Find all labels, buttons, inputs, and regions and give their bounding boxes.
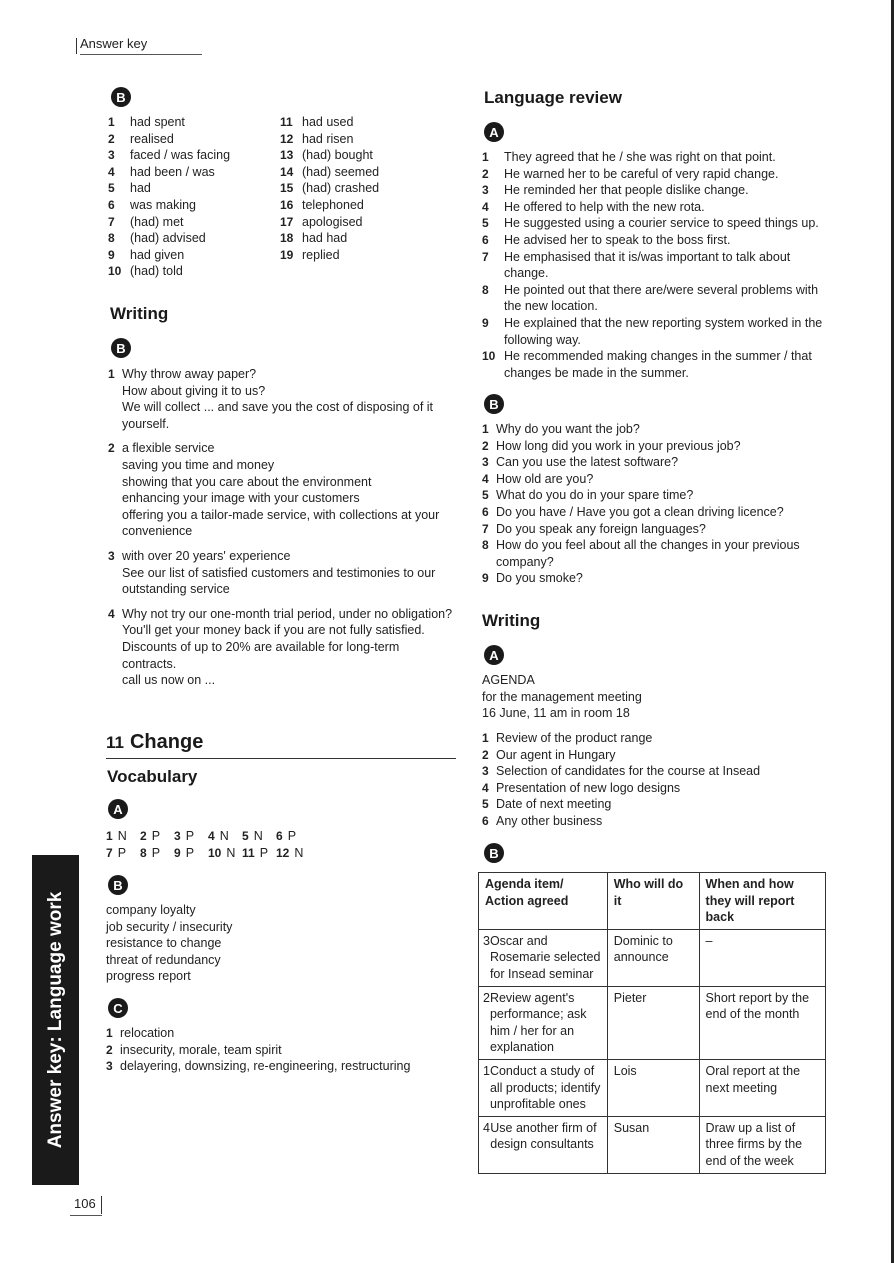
table-cell-item [479,987,607,1059]
item-text: How do you feel about all the changes in your previous company? [496,538,800,569]
writing-answer-block [108,606,453,689]
list-item [482,232,832,249]
item-text: Do you have / Have you got a clean driving licence? [496,504,784,519]
table-header-cell: Who will do it [607,873,699,930]
item-number: 12 [280,131,294,146]
list-item [482,537,832,570]
item-text: Do you smoke? [496,571,583,586]
item-text: had been / was [130,164,215,179]
writing-section-title: Writing [110,304,169,323]
item-number: 16 [280,197,294,212]
writing-answer-line: Why not try our one-month trial period, under no obligation? [122,606,453,621]
table-cell-when: Short report by the end of the month [699,986,825,1059]
list-item [280,114,450,131]
agenda-heading-line: 16 June, 11 am in room 18 [482,706,630,721]
writing-answer-block [108,440,453,540]
item-number: 2 [108,441,115,456]
item-number: 4 [482,471,489,486]
item-number: 1 [106,1026,113,1040]
writing-right-title: Writing [482,611,541,630]
table-cell-item [479,1117,607,1156]
vocab-a-badge: A [108,799,128,819]
vocab-c-list [106,1025,446,1075]
vocab-b-list [106,902,406,985]
row-item-text: Review agent's performance; ask him / her for an explanation [489,990,587,1055]
item-text: had given [130,247,185,262]
list-item [280,197,450,214]
item-number: 8 [482,282,489,297]
section-side-tab [32,855,79,1185]
item-number: 8 [482,538,489,553]
list-item [108,230,273,247]
header-section-label: Answer key [80,36,148,51]
vocab-answer [208,845,242,862]
exercise-b-list-col2 [280,114,450,263]
unit-title: Change [129,731,204,753]
item-text: was making [130,197,196,212]
writing-answers [108,366,453,697]
item-number: 15 [280,181,294,196]
table-header-cell: When and how they will report back [699,873,825,930]
vocab-a-row2 [106,845,310,862]
item-text: apologised [302,214,363,229]
vocab-b-item: threat of redundancy [106,952,221,967]
vocab-b-item: job security / insecurity [106,919,233,934]
table-row [479,929,826,986]
item-number: 4 [482,199,489,214]
action-table [478,872,826,1174]
table-header-row [479,873,826,930]
item-number: 7 [108,214,115,229]
answer-letter: N [226,846,236,860]
answer-letter: P [151,829,161,843]
agenda-items [482,730,822,830]
list-item [482,780,822,797]
item-text: had [130,181,151,196]
vocab-c-badge: C [108,998,128,1018]
vocab-answer [106,828,140,845]
page-number-bar [101,1196,102,1214]
answer-letter: N [117,829,127,843]
item-number: 2 [106,1042,113,1057]
writing-answer-lines [122,606,453,689]
item-number: 3 [482,455,489,470]
item-number: 4 [108,606,115,621]
table-cell-who: Pieter [607,986,699,1059]
row-item-text: Conduct a study of all products; identify unprofitable ones [489,1063,601,1112]
item-number: 17 [280,214,294,229]
vocab-b-item: resistance to change [106,936,222,951]
item-number: 6 [482,504,489,519]
item-number: 7 [482,521,489,536]
page-number-text: 106 [74,1196,96,1211]
item-number: 11 [242,846,255,860]
item-number: 3 [482,764,489,779]
item-text: He offered to help with the new rota. [504,199,705,214]
list-item [482,438,832,455]
writing-answer-line: offering you a tailor-made service, with collections at your convenience [122,507,440,539]
list-item [106,1058,446,1075]
exercise-b-list-col1 [108,114,273,280]
table-cell-who: Dominic to announce [607,929,699,986]
table-row [479,1116,826,1173]
item-number: 6 [108,197,115,212]
answer-letter: N [219,829,229,843]
table-row [479,986,826,1059]
item-text: delayering, downsizing, re-engineering, restructuring [120,1059,411,1074]
item-number: 3 [108,548,115,563]
item-number: 3 [174,829,181,843]
writing-answer-line: showing that you care about the environment [122,474,372,489]
item-number: 1 [482,422,489,436]
page-number-rule [70,1215,102,1216]
item-number: 9 [482,315,489,330]
row-number: 3 [483,933,490,948]
lr-a-badge: A [484,122,504,142]
item-number: 9 [108,247,115,262]
list-item [482,215,832,232]
answer-letter: P [185,846,195,860]
writing-answer-line: enhancing your image with your customers [122,491,360,506]
writing-answer-line: See our list of satisfied customers and testimonies to our outstanding service [122,565,436,597]
running-header [80,36,147,51]
item-number: 4 [482,780,489,795]
writing-answer-line: How about giving it to us? [122,383,266,398]
item-number: 10 [208,846,222,860]
table-cell-item-wrap [479,1116,608,1173]
item-text: Selection of candidates for the course at Insead [496,764,761,779]
writing-answer-line: Why throw away paper? [122,367,257,381]
row-number: 1 [483,1063,490,1078]
vocab-b-item: progress report [106,969,191,984]
writing-answer-block [108,366,453,432]
item-text: realised [130,131,174,146]
item-text: insecurity, morale, team spirit [120,1042,282,1057]
item-number: 2 [140,829,147,843]
table-cell-item-wrap [479,929,608,986]
exercise-b-badge: B [111,87,131,107]
answer-letter: P [287,829,297,843]
writing-answer-line: Discounts of up to 20% are available for long-term contracts. [122,639,400,671]
item-text: (had) advised [130,231,206,246]
list-item [482,149,832,166]
item-number: 2 [482,747,489,762]
item-text: He warned her to be careful of very rapid change. [504,166,779,181]
item-text: Any other business [496,813,603,828]
item-text: How old are you? [496,471,594,486]
list-item [108,247,273,264]
writing-answer-lines [122,366,453,432]
writing-answer-line: We will collect ... and save you the cost of disposing of it yourself. [122,400,434,431]
vocab-answer [208,828,242,845]
answer-letter: P [185,829,195,843]
list-item [482,570,832,587]
item-text: (had) bought [302,148,373,163]
list-item [482,471,832,488]
vocab-answer [140,845,174,862]
list-item [280,164,450,181]
header-rule [80,54,202,55]
item-number: 10 [108,264,122,279]
item-number: 14 [280,164,294,179]
table-cell-item [479,1060,607,1116]
table-cell-when: Oral report at the next meeting [699,1059,825,1116]
item-text: He explained that the new reporting system worked in the following way. [504,315,823,347]
list-item [280,147,450,164]
list-item [482,454,832,471]
list-item [482,813,822,830]
list-item [482,282,832,315]
list-item [108,164,273,181]
item-number: 13 [280,148,294,163]
vocab-b-item: company loyalty [106,903,196,917]
list-item [108,131,273,148]
item-number: 9 [174,846,181,860]
table-cell-when: Draw up a list of three firms by the end of the week [699,1116,825,1173]
side-tab-label: Answer key: Language work [44,891,66,1149]
item-number: 8 [140,846,147,860]
answer-letter: N [294,846,304,860]
item-number: 2 [108,131,115,146]
answer-letter: P [117,846,127,860]
item-text: (had) met [130,214,184,229]
unit-rule [106,758,456,759]
list-item [108,214,273,231]
item-number: 19 [280,247,294,262]
list-item [280,131,450,148]
item-number: 2 [482,438,489,453]
list-item [482,504,832,521]
item-number: 1 [482,731,489,745]
item-text: had risen [302,131,354,146]
list-item [482,315,832,348]
writing-answer-block [108,548,453,598]
list-item [280,230,450,247]
table-cell-who: Susan [607,1116,699,1173]
item-text: Review of the product range [496,731,653,745]
item-number: 4 [108,164,115,179]
item-number: 8 [108,231,115,246]
item-number: 2 [482,166,489,181]
list-item [482,730,822,747]
item-text: (had) told [130,264,183,279]
writing-answer-lines [122,440,453,540]
list-item [482,421,832,438]
item-text: had used [302,115,354,129]
item-text: He suggested using a courier service to speed things up. [504,216,819,231]
row-item-text: Oscar and Rosemarie selected for Insead seminar [489,933,601,981]
page-number [74,1196,96,1211]
vocab-b-badge: B [108,875,128,895]
list-item [108,263,273,280]
vocab-answer [276,828,310,845]
list-item [108,197,273,214]
item-text: faced / was facing [130,148,231,163]
agenda-heading-line: for the management meeting [482,689,642,704]
list-item [482,796,822,813]
list-item [108,180,273,197]
table-cell-who: Lois [607,1059,699,1116]
writing-answer-line: a flexible service [122,441,215,456]
header-bar [76,38,77,54]
agenda-heading [482,672,802,722]
unit-number: 11 [106,733,124,752]
item-text: had had [302,231,348,246]
vocab-answer [140,828,174,845]
item-text: He reminded her that people dislike change. [504,183,749,198]
lr-b-list [482,421,832,587]
item-number: 6 [482,813,489,828]
item-text: Do you speak any foreign languages? [496,521,706,536]
item-text: He pointed out that there are/were several problems with the new location. [504,282,819,314]
item-number: 1 [482,150,489,164]
item-number: 6 [276,829,283,843]
item-number: 5 [482,216,489,231]
item-text: replied [302,247,340,262]
item-text: Presentation of new logo designs [496,780,681,795]
vocab-answer [276,845,310,862]
row-number: 2 [483,990,490,1005]
item-text: relocation [120,1026,175,1040]
table-header-cell: Agenda item/ Action agreed [479,873,608,930]
list-item [108,147,273,164]
item-number: 5 [482,488,489,503]
item-text: How long did you work in your previous job? [496,438,741,453]
item-number: 4 [208,829,215,843]
item-number: 9 [482,571,489,586]
item-text: Our agent in Hungary [496,747,616,762]
answer-letter: P [259,846,269,860]
writing-answer-line: saving you time and money [122,457,275,472]
item-text: What do you do in your spare time? [496,488,694,503]
lr-b-badge: B [484,394,504,414]
vocab-answer [242,828,276,845]
list-item [108,114,273,131]
table-row [479,1059,826,1116]
vocabulary-title: Vocabulary [107,767,198,786]
writing-b-right-badge: B [484,843,504,863]
writing-answer-line: You'll get your money back if you are not fully satisfied. [122,623,425,638]
writing-a-badge: A [484,645,504,665]
list-item [482,747,822,764]
answer-letter: N [253,829,263,843]
item-text: Can you use the latest software? [496,455,679,470]
item-text: He recommended making changes in the summer / that changes be made in the summer. [504,349,812,380]
item-number: 3 [106,1059,113,1074]
writing-answer-lines [122,548,453,598]
vocab-answer [174,845,208,862]
item-text: Date of next meeting [496,797,612,812]
vocab-answer [106,845,140,862]
list-item [280,180,450,197]
item-number: 5 [482,797,489,812]
list-item [482,199,832,216]
item-number: 6 [482,232,489,247]
item-number: 18 [280,231,294,246]
list-item [482,249,832,282]
item-number: 11 [280,115,293,129]
item-number: 5 [108,181,115,196]
item-number: 10 [482,349,496,364]
list-item [482,763,822,780]
item-number: 1 [106,829,113,843]
writing-answer-line: with over 20 years' experience [122,548,291,563]
row-number: 4 [483,1120,490,1135]
list-item [482,487,832,504]
agenda-heading-line: AGENDA [482,673,535,687]
writing-answer-line: call us now on ... [122,673,216,688]
vocab-answer [174,828,208,845]
lr-a-list [482,149,832,381]
list-item [106,1042,446,1059]
list-item [482,348,832,381]
item-text: (had) crashed [302,181,380,196]
row-item-text: Use another firm of design consultants [490,1120,597,1152]
item-text: telephoned [302,197,364,212]
list-item [482,182,832,199]
item-number: 1 [108,115,115,129]
item-number: 7 [106,846,113,860]
table-cell-item [479,930,607,986]
answer-letter: P [151,846,161,860]
table-cell-item-wrap [479,986,608,1059]
vocab-answer [242,845,276,862]
item-text: He emphasised that it is/was important to talk about change. [504,249,791,281]
item-text: (had) seemed [302,164,380,179]
table-cell-when: – [699,929,825,986]
vocab-a-row1 [106,828,310,845]
unit-heading [106,731,203,754]
item-text: They agreed that he / she was right on that point. [504,150,776,164]
table-cell-item-wrap [479,1059,608,1116]
list-item [106,1025,446,1042]
list-item [280,214,450,231]
item-text: Why do you want the job? [496,422,640,436]
item-number: 1 [108,367,115,381]
list-item [280,247,450,264]
writing-b-badge: B [111,338,131,358]
list-item [482,521,832,538]
language-review-title: Language review [484,88,622,107]
item-number: 7 [482,249,489,264]
item-number: 5 [242,829,249,843]
item-number: 3 [482,183,489,198]
item-text: He advised her to speak to the boss first. [504,232,731,247]
item-text: had spent [130,115,185,129]
item-number: 3 [108,148,115,163]
item-number: 12 [276,846,290,860]
list-item [482,166,832,183]
